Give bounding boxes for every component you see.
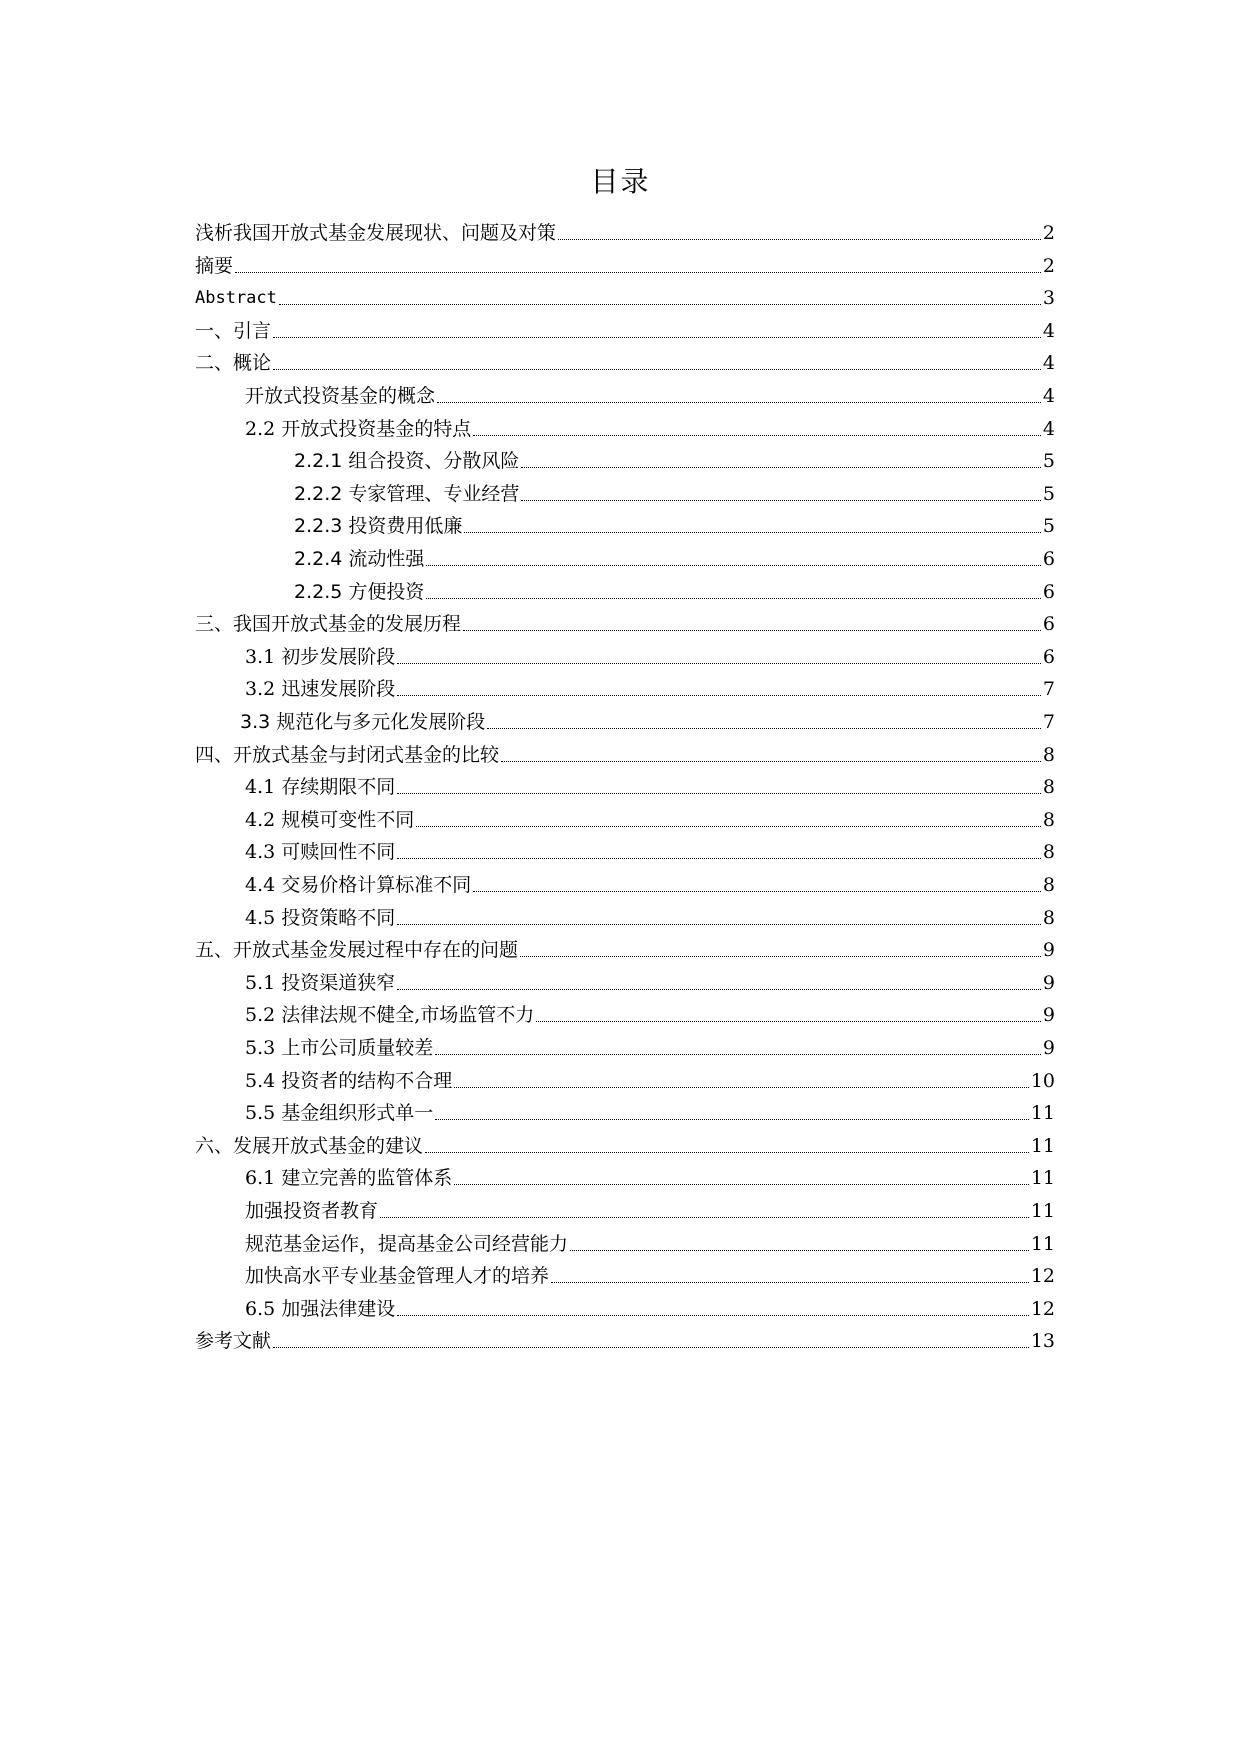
toc-entry-title: 3.2 迅速发展阶段	[245, 678, 396, 700]
toc-dot-leader	[520, 956, 1041, 957]
toc-entry-title: 六、发展开放式基金的建议	[195, 1135, 424, 1157]
toc-dot-leader	[380, 1217, 1029, 1218]
toc-entry-title: 5.3 上市公司质量较差	[245, 1037, 434, 1059]
toc-dot-leader	[397, 924, 1041, 925]
toc-entry-title: 一、引言	[195, 320, 272, 342]
toc-entry[interactable]	[195, 740, 1055, 768]
toc-page-number: 4	[1042, 385, 1055, 407]
toc-entry[interactable]	[245, 1196, 1055, 1224]
toc-entry[interactable]	[195, 283, 1055, 311]
toc-entry-title: 四、开放式基金与封闭式基金的比较	[195, 744, 500, 766]
toc-entry-title: 2.2.5 方便投资	[294, 581, 425, 603]
toc-dot-leader	[558, 239, 1041, 240]
toc-dot-leader	[435, 1119, 1029, 1120]
toc-entry-title: 加强投资者教育	[245, 1200, 379, 1222]
toc-page-number: 5	[1042, 515, 1055, 537]
toc-dot-leader	[487, 728, 1041, 729]
toc-entry-title: 5.2 法律法规不健全,市场监管不力	[245, 1004, 535, 1026]
toc-entry-title: 规范基金运作，提高基金公司经营能力	[245, 1233, 569, 1255]
toc-dot-leader	[397, 663, 1041, 664]
toc-entry-title: 5.5 基金组织形式单一	[245, 1102, 434, 1124]
toc-dot-leader	[521, 467, 1041, 468]
toc-entry[interactable]	[245, 1098, 1055, 1126]
toc-entry-title: 2.2.1 组合投资、分散风险	[294, 450, 520, 472]
toc-entry-title: 4.2 规模可变性不同	[245, 809, 415, 831]
toc-entry-title: 5.4 投资者的结构不合理	[245, 1070, 453, 1092]
toc-entry[interactable]	[294, 446, 1055, 474]
toc-entry[interactable]	[245, 1229, 1055, 1257]
toc-dot-leader	[426, 598, 1041, 599]
toc-dot-leader	[501, 761, 1041, 762]
toc-dot-leader	[454, 1184, 1029, 1185]
toc-dot-leader	[235, 272, 1041, 273]
toc-page-number: 12	[1030, 1265, 1055, 1287]
toc-page-number: 6	[1042, 548, 1055, 570]
toc-page-number: 3	[1042, 287, 1055, 309]
toc-entry[interactable]	[294, 544, 1055, 572]
toc-page-number: 6	[1042, 613, 1055, 635]
toc-entry[interactable]	[294, 479, 1055, 507]
toc-entry-title: 5.1 投资渠道狭窄	[245, 972, 396, 994]
toc-page-number: 8	[1042, 874, 1055, 896]
toc-page-number: 5	[1042, 483, 1055, 505]
toc-entry[interactable]	[245, 837, 1055, 865]
toc-page-number: 9	[1042, 939, 1055, 961]
toc-dot-leader	[273, 337, 1041, 338]
toc-dot-leader	[473, 435, 1041, 436]
toc-entry-title: 参考文献	[195, 1330, 272, 1352]
toc-page-number: 8	[1042, 841, 1055, 863]
toc-dot-leader	[397, 793, 1041, 794]
toc-entry[interactable]	[195, 609, 1055, 637]
toc-entry[interactable]	[195, 316, 1055, 344]
toc-page-number: 8	[1042, 776, 1055, 798]
toc-page-number: 9	[1042, 972, 1055, 994]
toc-dot-leader	[463, 630, 1041, 631]
toc-page-number: 11	[1030, 1200, 1055, 1222]
toc-page-number: 8	[1042, 809, 1055, 831]
toc-page-number: 7	[1042, 678, 1055, 700]
toc-entry[interactable]	[245, 870, 1055, 898]
toc-entry-title: 三、我国开放式基金的发展历程	[195, 613, 462, 635]
toc-entry[interactable]	[195, 1326, 1055, 1354]
toc-entry-title: Abstract	[195, 288, 277, 308]
toc-dot-leader	[570, 1250, 1029, 1251]
toc-dot-leader	[473, 891, 1041, 892]
toc-dot-leader	[464, 532, 1041, 533]
toc-entry[interactable]	[294, 511, 1055, 539]
toc-entry[interactable]	[195, 1131, 1055, 1159]
toc-page-number: 6	[1042, 646, 1055, 668]
toc-entry[interactable]	[245, 772, 1055, 800]
toc-dot-leader	[536, 1021, 1041, 1022]
toc-page-number: 5	[1042, 450, 1055, 472]
toc-page-number: 10	[1030, 1070, 1055, 1092]
toc-entry-title: 加快高水平专业基金管理人才的培养	[245, 1265, 550, 1287]
toc-entry[interactable]	[245, 1163, 1055, 1191]
toc-entry-title: 2.2 开放式投资基金的特点	[245, 418, 472, 440]
toc-entry-title: 二、概论	[195, 352, 272, 374]
toc-page-number: 12	[1030, 1298, 1055, 1320]
toc-page-number: 2	[1042, 255, 1055, 277]
toc-dot-leader	[435, 1054, 1041, 1055]
toc-dot-leader	[273, 369, 1041, 370]
toc-entry-title: 开放式投资基金的概念	[245, 385, 436, 407]
toc-entry[interactable]	[245, 674, 1055, 702]
toc-dot-leader	[397, 858, 1041, 859]
toc-entry-title: 6.5 加强法律建设	[245, 1298, 396, 1320]
toc-dot-leader	[397, 1315, 1029, 1316]
toc-page-number: 7	[1042, 711, 1055, 733]
toc-page-number: 13	[1030, 1330, 1055, 1352]
toc-dot-leader	[416, 826, 1041, 827]
toc-dot-leader	[551, 1282, 1029, 1283]
toc-page-number: 9	[1042, 1037, 1055, 1059]
toc-entry-title: 4.5 投资策略不同	[245, 907, 396, 929]
toc-entry-title: 3.3 规范化与多元化发展阶段	[240, 711, 486, 733]
toc-entry-title: 2.2.2 专家管理、专业经营	[294, 483, 520, 505]
toc-entry[interactable]	[245, 642, 1055, 670]
toc-page-number: 8	[1042, 744, 1055, 766]
toc-dot-leader	[426, 565, 1041, 566]
toc-page-number: 9	[1042, 1004, 1055, 1026]
toc-dot-leader	[437, 402, 1041, 403]
toc-entry-title: 五、开放式基金发展过程中存在的问题	[195, 939, 519, 961]
toc-page-number: 11	[1030, 1233, 1055, 1255]
toc-entry-title: 3.1 初步发展阶段	[245, 646, 396, 668]
toc-entry-title: 6.1 建立完善的监管体系	[245, 1167, 453, 1189]
toc-dot-leader	[521, 500, 1041, 501]
toc-entry[interactable]	[195, 251, 1055, 279]
toc-entry[interactable]	[245, 1000, 1055, 1028]
toc-page-number: 2	[1042, 222, 1055, 244]
toc-entry-title: 2.2.3 投资费用低廉	[294, 515, 463, 537]
toc-dot-leader	[279, 304, 1041, 305]
toc-entry[interactable]	[245, 1033, 1055, 1061]
toc-dot-leader	[397, 989, 1041, 990]
toc-dot-leader	[454, 1087, 1029, 1088]
toc-entry[interactable]	[240, 707, 1055, 735]
toc-page-number: 11	[1030, 1167, 1055, 1189]
toc-page-number: 4	[1042, 320, 1055, 342]
toc-entry[interactable]	[195, 348, 1055, 376]
toc-entry[interactable]	[245, 968, 1055, 996]
toc-entry[interactable]	[245, 381, 1055, 409]
toc-entry[interactable]	[245, 903, 1055, 931]
toc-entry-title: 4.1 存续期限不同	[245, 776, 396, 798]
toc-page-number: 6	[1042, 581, 1055, 603]
toc-page-number: 8	[1042, 907, 1055, 929]
toc-entry-title: 浅析我国开放式基金发展现状、问题及对策	[195, 222, 557, 244]
toc-entry[interactable]	[195, 935, 1055, 963]
toc-dot-leader	[273, 1347, 1029, 1348]
toc-dot-leader	[397, 695, 1041, 696]
toc-entry-title: 4.4 交易价格计算标准不同	[245, 874, 472, 896]
toc-entry-title: 2.2.4 流动性强	[294, 548, 425, 570]
toc-entry[interactable]	[294, 577, 1055, 605]
toc-page-number: 11	[1030, 1135, 1055, 1157]
toc-entry[interactable]	[245, 1294, 1055, 1322]
toc-page-number: 4	[1042, 352, 1055, 374]
toc-entry-title: 摘要	[195, 255, 234, 277]
toc-entry[interactable]	[245, 414, 1055, 442]
toc-page-number: 4	[1042, 418, 1055, 440]
toc-entry[interactable]	[245, 1066, 1055, 1094]
toc-dot-leader	[425, 1152, 1029, 1153]
toc-entry-title: 4.3 可赎回性不同	[245, 841, 396, 863]
toc-title: 目录	[590, 165, 651, 198]
toc-entry[interactable]	[245, 805, 1055, 833]
toc-entry[interactable]	[245, 1261, 1055, 1289]
toc-page-number: 11	[1030, 1102, 1055, 1124]
toc-entry[interactable]	[195, 218, 1055, 246]
